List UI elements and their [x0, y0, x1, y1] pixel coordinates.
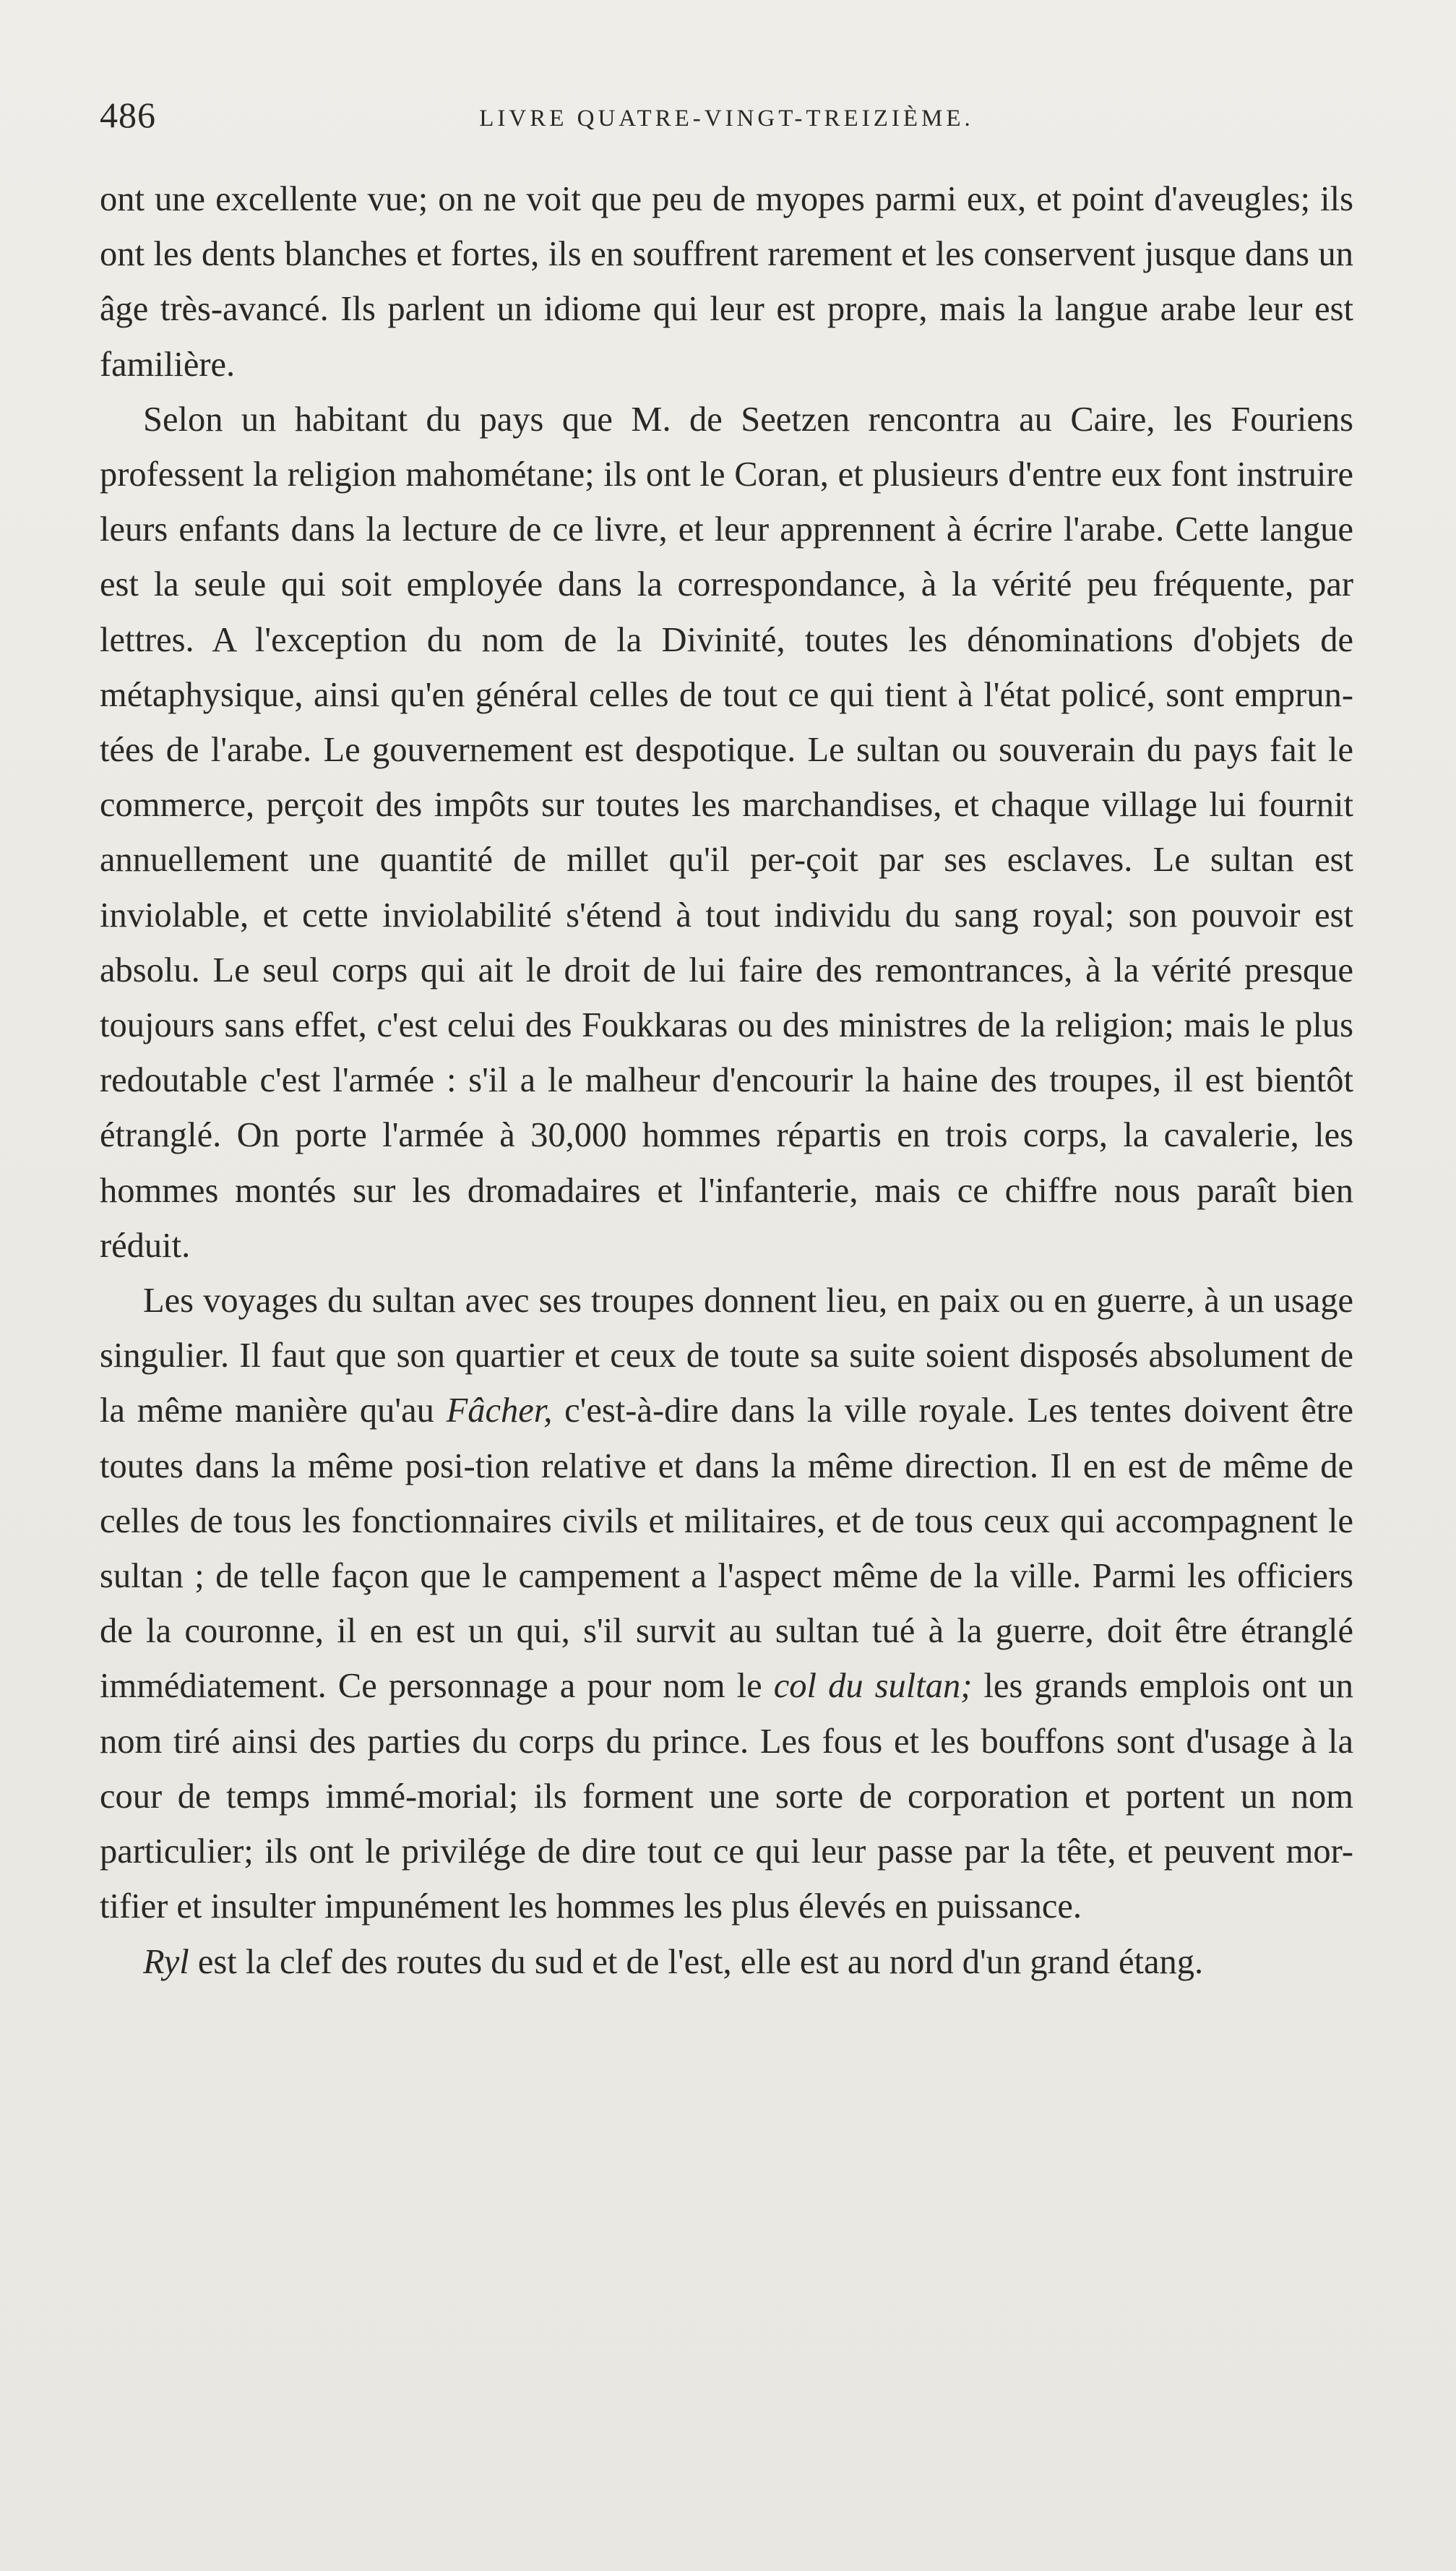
paragraph-3-italic-col-du-sultan: col du sultan; [773, 1667, 973, 1706]
paragraph-4-italic-ryl: Ryl [143, 1942, 189, 1981]
paragraph-1 [100, 172, 1353, 392]
paragraph-3-italic-facher: Fâcher, [446, 1391, 553, 1430]
paragraph-3 [100, 1274, 1353, 1934]
paragraph-3-text-b: c'est-à-dire dans la ville royale. Les tentes doivent être toutes dans la même posi-tion relative et dans la même direction. Il en est de même de celles de tous les fonctionnaires civils et militaires, et de tous ceux qui accompagnent le sultan ; de telle façon que le campement a l'aspect même de la ville. Parmi les officiers de la couronne, il en est un qui, s'il survit au sultan tué à la guerre, doit être étranglé immédiatement. Ce personnage a pour nom le [100, 1391, 1353, 1706]
paragraph-4 [100, 1935, 1353, 1990]
paragraph-2 [100, 392, 1353, 1274]
paragraph-4-text: est la clef des routes du sud et de l'est, elle est au nord d'un grand étang. [189, 1942, 1204, 1981]
paragraph-2-text: Selon un habitant du pays que M. de Seetzen rencontra au Caire, les Fouriens professent la religion mahométane; ils ont le Coran, et plusieurs d'entre eux font instruire leurs enfants dans la lecture de ce livre, et leur apprennent à écrire l'arabe. Cette langue est la seule qui soit employée dans la correspondance, à la vérité peu fréquente, par lettres. A l'exception du nom de la Divinité, toutes les dénominations d'objets de métaphysique, ainsi qu'en général celles de tout ce qui tient à l'état policé, sont emprun-tées de l'arabe. Le gouvernement est despotique. Le sultan ou souverain du pays fait le commerce, perçoit des impôts sur toutes les marchandises, et chaque village lui fournit annuellement une quantité de millet qu'il per-çoit par ses esclaves. Le sultan est inviolable, et cette inviolabilité s'étend à tout individu du sang royal; son pouvoir est absolu. Le seul corps qui ait le droit de lui faire des remontrances, à la vérité presque toujours sans effet, c'est celui des Foukkaras ou des ministres de la religion; mais le plus redoutable c'est l'armée : s'il a le malheur d'encourir la haine des troupes, il est bientôt étranglé. On porte l'armée à 30,000 hommes répartis en trois corps, la cavalerie, les hommes montés sur les dromadaires et l'infanterie, mais ce chiffre nous paraît bien réduit. [100, 400, 1353, 1265]
paragraph-1-text: ont une excellente vue; on ne voit que peu de myopes parmi eux, et point d'aveugles; ils ont les dents blanches et fortes, ils en souffrent rarement et les conservent jusque dans un âge très-avancé. Ils parlent un idiome qui leur est propre, mais la langue arabe leur est familière. [100, 180, 1353, 384]
body-text [100, 172, 1353, 1990]
paragraph-3-text-a: Les voyages du sultan avec ses troupes donnent lieu, en paix ou en guerre, à un usage singulier. Il faut que son quartier et ceux de toute sa suite soient disposés absolument de la même manière qu'au [100, 1282, 1353, 1430]
running-title: LIVRE QUATRE-VINGT-TREIZIÈME. [479, 106, 974, 132]
paragraph-3-text-c: les grands emplois ont un nom tiré ainsi des parties du corps du prince. Les fous et les bouffons sont d'usage à la cour de temps immé-morial; ils forment une sorte de corporation et portent un nom particulier; ils ont le privilége de dire tout ce qui leur passe par la tête, et peuvent mor-tifier et insulter impunément les hommes les plus élevés en puissance. [100, 1667, 1353, 1926]
page-number: 486 [100, 95, 156, 135]
page-header [100, 94, 1353, 145]
